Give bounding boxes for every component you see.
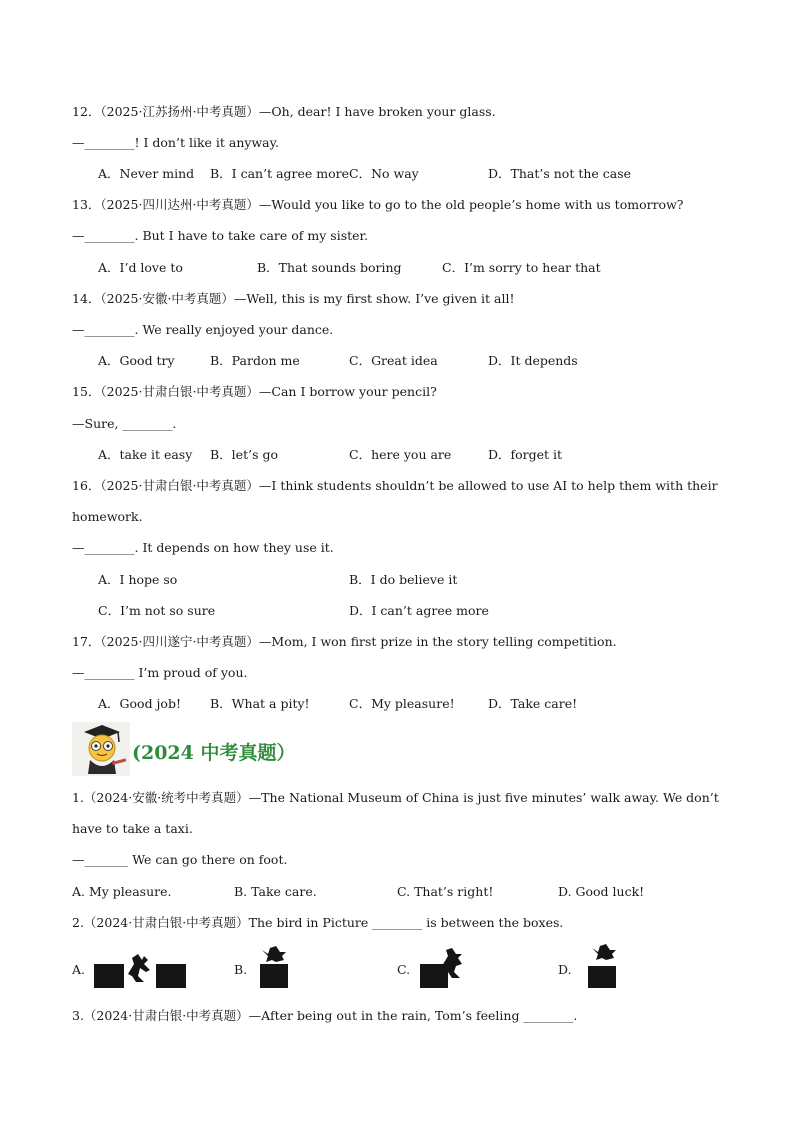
question-16-option-b: B．I do believe it	[349, 572, 458, 587]
question-2-option-a-label: A.	[72, 962, 86, 977]
question-13-option-a: A．I’d love to	[98, 260, 183, 275]
question-15-text: 15．（2025·甘肃白银·中考真题）—Can I borrow your pencil?	[72, 384, 437, 399]
question-1-text-continued: have to take a taxi.	[72, 821, 193, 836]
question-13-text: 13．（2025·四川达州·中考真题）—Would you like to go to the old people’s home with us tomorrow?	[72, 197, 684, 212]
question-1-option-b: B. Take care.	[234, 884, 317, 899]
question-15-option-b: B．let’s go	[210, 447, 278, 462]
question-13-option-b: B．That sounds boring	[257, 260, 402, 275]
question-16-text-continued: homework.	[72, 509, 143, 524]
bird-between-boxes-picture	[92, 950, 190, 990]
bird-beside-box-picture	[418, 948, 466, 990]
question-14-response: —________. We really enjoyed your dance.	[72, 322, 334, 337]
question-14-option-c: C．Great idea	[349, 353, 438, 368]
question-14-option-b: B．Pardon me	[210, 353, 300, 368]
question-17-option-b: B．What a pity!	[210, 696, 310, 711]
question-17-option-d: D．Take care!	[488, 696, 578, 711]
question-17-response: —________ I’m proud of you.	[72, 665, 248, 680]
question-15-option-c: C．here you are	[349, 447, 452, 462]
question-16-text: 16．（2025·甘肃白银·中考真题）—I think students shouldn’t be allowed to use AI to help them with their	[72, 478, 718, 493]
question-15-option-d: D．forget it	[488, 447, 563, 462]
bird-above-box-picture	[582, 944, 622, 990]
question-13-option-c: C．I’m sorry to hear that	[442, 260, 601, 275]
question-2-text: 2.（2024·甘肃白银·中考真题）The bird in Picture ________ is between the boxes.	[72, 915, 564, 930]
question-14-option-d: D．It depends	[488, 353, 578, 368]
question-12-option-c: C．No way	[349, 166, 419, 181]
question-17-option-a: A．Good job!	[98, 696, 181, 711]
question-15-response: —Sure, ________.	[72, 416, 177, 431]
question-16-option-c: C．I’m not so sure	[98, 603, 216, 618]
graduate-mascot-icon	[72, 722, 130, 776]
question-12-option-d: D．That’s not the case	[488, 166, 632, 181]
question-2-option-c-label: C.	[397, 962, 411, 977]
question-1-response: —_______ We can go there on foot.	[72, 852, 288, 867]
question-12-option-b: B．I can’t agree more	[210, 166, 350, 181]
question-1-text: 1.（2024·安徽·统考中考真题）—The National Museum of China is just five minutes’ walk away. We don’t	[72, 790, 719, 805]
question-12-option-a: A．Never mind	[98, 166, 195, 181]
question-14-option-a: A．Good try	[98, 353, 175, 368]
question-17-option-c: C．My pleasure!	[349, 696, 455, 711]
question-13-response: —________. But I have to take care of my sister.	[72, 228, 369, 243]
bird-on-box-picture	[254, 944, 294, 990]
question-3-text: 3.（2024·甘肃白银·中考真题）—After being out in the rain, Tom’s feeling ________.	[72, 1008, 578, 1023]
question-12-response: —________! I don’t like it anyway.	[72, 135, 279, 150]
question-17-text: 17．（2025·四川遂宁·中考真题）—Mom, I won first prize in the story telling competition.	[72, 634, 617, 649]
question-16-option-a: A．I hope so	[98, 572, 178, 587]
question-15-option-a: A．take it easy	[98, 447, 193, 462]
question-1-option-c: C. That’s right!	[397, 884, 494, 899]
question-1-option-a: A. My pleasure.	[72, 884, 172, 899]
question-16-response: —________. It depends on how they use it.	[72, 540, 334, 555]
question-1-option-d: D. Good luck!	[558, 884, 645, 899]
question-2-option-b-label: B.	[234, 962, 248, 977]
question-2-option-d-label: D.	[558, 962, 572, 977]
section-title: (2024 中考真题）	[132, 742, 296, 764]
section-header	[72, 722, 302, 776]
question-16-option-d: D．I can’t agree more	[349, 603, 489, 618]
question-12-text: 12．（2025·江苏扬州·中考真题）—Oh, dear! I have broken your glass.	[72, 104, 496, 119]
question-14-text: 14．（2025·安徽·中考真题）—Well, this is my first show. I’ve given it all!	[72, 291, 515, 306]
